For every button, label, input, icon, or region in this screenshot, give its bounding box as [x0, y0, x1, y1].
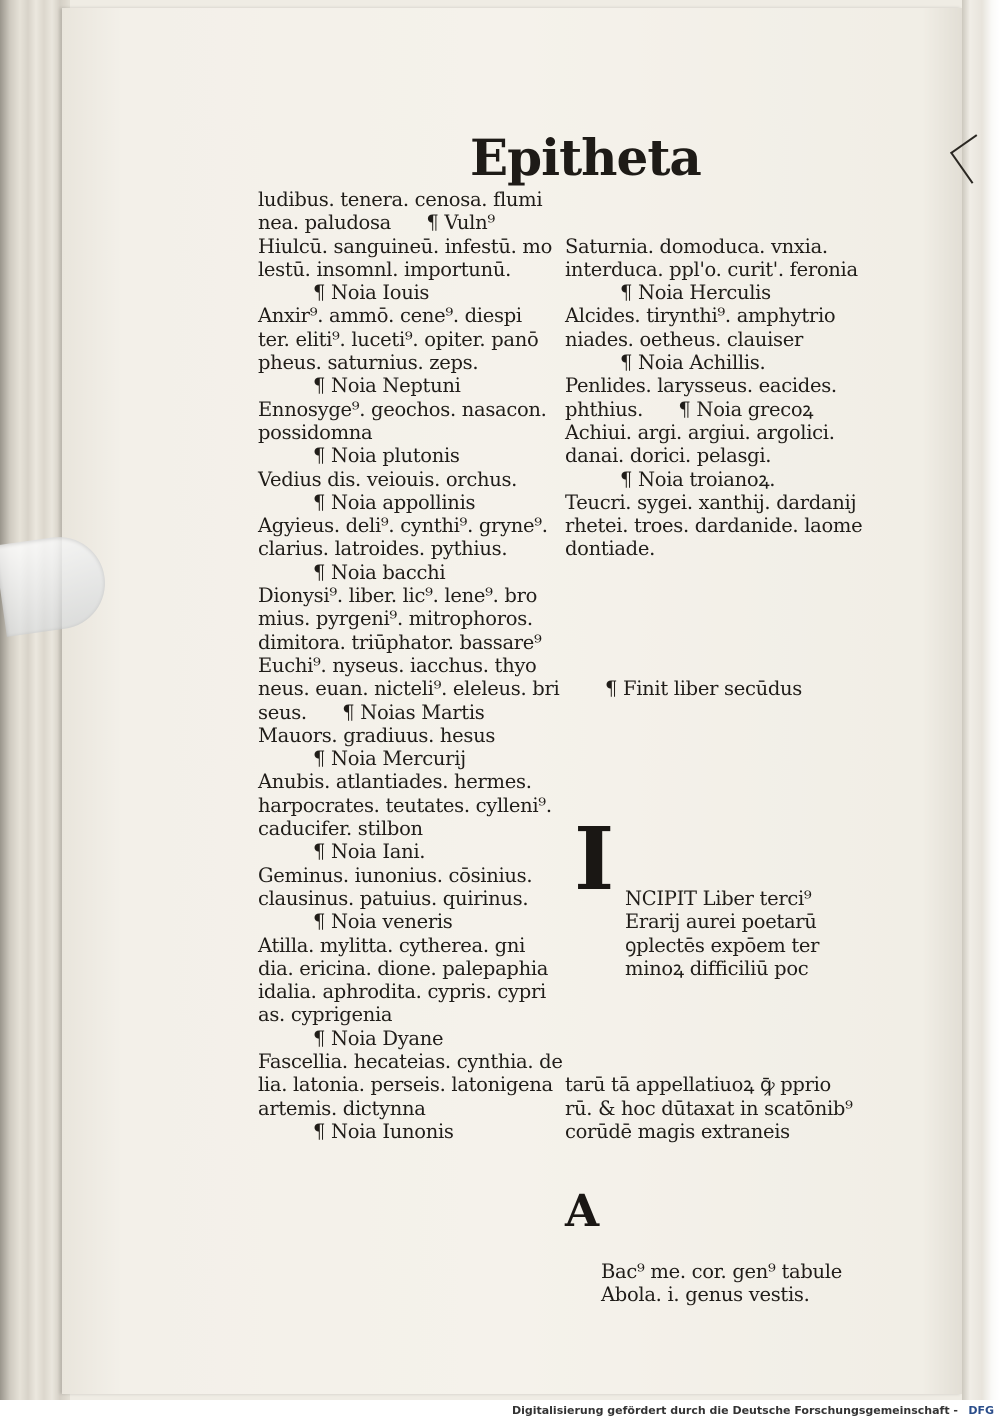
finit-line: ¶ Finit liber secūdus: [605, 677, 802, 701]
page-heading: Epitheta: [470, 128, 701, 187]
text-line: ¶ Noia appollinis: [313, 490, 476, 514]
text-line: Bac⁹ me. cor. gen⁹ tabule: [601, 1259, 842, 1283]
text-line: ter. eliti⁹. luceti⁹. opiter. panō: [258, 327, 539, 351]
text-line: ¶ Noia troianoꝝ.: [620, 467, 776, 491]
text-line: Achiui. argi. argiui. argolici.: [565, 420, 835, 444]
text-line: Erarij aurei poetarū: [625, 910, 817, 934]
text-line: as. cyprigenia: [258, 1003, 393, 1027]
text-line: phthius. ¶ Noia grecoꝝ: [565, 397, 814, 421]
text-line: ¶ Noia veneris: [313, 910, 453, 934]
text-line: dontiade.: [565, 537, 656, 561]
text-line: caducifer. stilbon: [258, 817, 423, 841]
text-line: Atilla. mylitta. cytherea. gni: [258, 933, 526, 957]
text-line: Agyieus. deli⁹. cynthi⁹. gryne⁹.: [258, 514, 548, 538]
dfg-logo: DFG: [968, 1404, 994, 1417]
text-line: Penlides. larysseus. eacides.: [565, 374, 837, 398]
text-line: ¶ Noia Mercurij: [313, 747, 466, 771]
text-line: Vedius dis. veiouis. orchus.: [258, 467, 518, 491]
abac-block: [565, 1185, 865, 1353]
left-text-column: [258, 188, 563, 1143]
text-line: artemis. dictynna: [258, 1096, 426, 1120]
abac-lines: [565, 1260, 865, 1307]
text-line: clarius. latroides. pythius.: [258, 537, 508, 561]
text-line: Alcides. tirynthi⁹. amphytrio: [565, 304, 836, 328]
right-column-top: [565, 235, 865, 561]
text-line: tarū tā appellatiuoꝝ ꝙ̄ pprio: [565, 1073, 831, 1097]
text-line: niades. oetheus. clauiser: [565, 327, 803, 351]
text-line: NCIPIT Liber terci⁹: [625, 886, 812, 910]
text-line: nea. paludosa ¶ Vuln⁹: [258, 211, 495, 235]
decorated-initial-I: I: [574, 809, 614, 911]
right-text-column: [565, 188, 865, 1400]
text-line: dimitora. triūphator. bassare⁹: [258, 630, 542, 654]
digitization-footer: [0, 1400, 1000, 1422]
text-line: Abola. i. genus vestis.: [601, 1282, 810, 1306]
decorated-initial-A: A: [565, 1185, 599, 1237]
text-line: Hiulcū. sanguineū. infestū. mo: [258, 234, 553, 258]
right-page-edge: [962, 0, 1000, 1400]
text-line: ¶ Noia Neptuni: [313, 374, 461, 398]
text-line: pheus. saturnius. zeps.: [258, 351, 479, 375]
text-line: ¶ Noia Iouis: [313, 281, 430, 305]
text-line: idalia. aphrodita. cypris. cypri: [258, 980, 546, 1004]
text-line: Saturnia. domoduca. vnxia.: [565, 234, 828, 258]
text-line: lestū. insomnl. importunū.: [258, 257, 511, 281]
text-line: ¶ Noia Achillis.: [620, 351, 766, 375]
text-line: possidomna: [258, 420, 373, 444]
footer-credit: Digitalisierung gefördert durch die Deutsche Forschungsgemeinschaft -: [511, 1404, 958, 1417]
text-line: ¶ Noia bacchi: [313, 560, 446, 584]
text-line: ꝯplectēs expōem ter: [625, 933, 820, 957]
text-line: ludibus. tenera. cenosa. flumi: [258, 188, 543, 211]
text-line: rhetei. troes. dardanide. laome: [565, 514, 863, 538]
text-line: Fascellia. hecateias. cynthia. de: [258, 1049, 563, 1073]
text-line: Anubis. atlantiades. hermes.: [258, 770, 532, 794]
text-line: Mauors. gradiuus. hesus: [258, 723, 496, 747]
text-line: lia. latonia. perseis. latonigena: [258, 1073, 553, 1097]
text-line: ¶ Noia Iani.: [313, 840, 426, 864]
text-line: interduca. ppl'o. curit'. feronia: [565, 257, 858, 281]
text-line: rū. & hoc dūtaxat in scatōnib⁹: [565, 1096, 853, 1120]
text-line: ¶ Noia Herculis: [620, 281, 771, 305]
text-line: ¶ Noia plutonis: [313, 444, 460, 468]
text-line: Teucri. sygei. xanthij. dardanij: [565, 490, 857, 514]
text-line: Anxir⁹. ammō. cene⁹. diespi: [258, 304, 522, 328]
text-line: Dionysi⁹. liber. lic⁹. lene⁹. bro: [258, 584, 538, 608]
right-column-mid: [565, 1073, 865, 1143]
text-line: corūdē magis extraneis: [565, 1119, 790, 1143]
text-line: Euchi⁹. nyseus. iacchus. thyo: [258, 653, 537, 677]
text-line: neus. euan. nicteli⁹. eleleus. bri: [258, 677, 560, 701]
text-line: minoꝝ difficiliū poc: [625, 956, 809, 980]
text-line: ¶ Noia Dyane: [313, 1026, 444, 1050]
text-line: clausinus. patuius. quirinus.: [258, 886, 529, 910]
text-line: ¶ Noia Iunonis: [313, 1119, 454, 1143]
text-line: seus. ¶ Noias Martis: [258, 700, 485, 724]
text-line: danai. dorici. pelasgi.: [565, 444, 772, 468]
text-line: harpocrates. teutates. cylleni⁹.: [258, 793, 552, 817]
text-line: Geminus. iunonius. cōsinius.: [258, 863, 533, 887]
text-line: dia. ericina. dione. palepaphia: [258, 956, 549, 980]
text-line: mius. pyrgeni⁹. mitrophoros.: [258, 607, 533, 631]
incipit-block: [565, 809, 865, 1027]
page-stack-edge: [0, 0, 70, 1400]
text-line: Ennosyge⁹. geochos. nasacon.: [258, 397, 547, 421]
